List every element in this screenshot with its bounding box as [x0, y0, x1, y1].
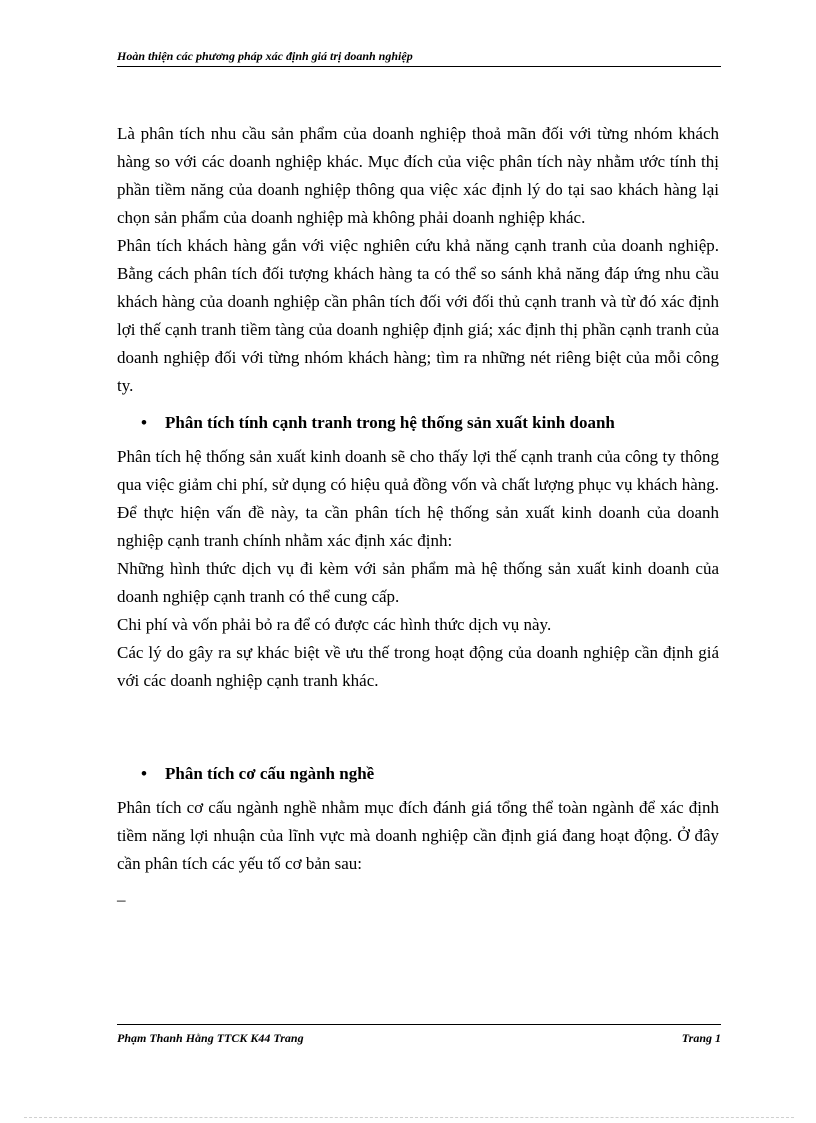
paragraph: Phân tích khách hàng gắn với việc nghiên cứu khả năng cạnh tranh của doanh nghiệp. Bằng cách phân tích đối tượng khách hàng ta có thể so sánh khả năng đáp ứng nhu cầu khách hàng của doanh nghiệp cần phân tích đối với đối thủ cạnh tranh và từ đó xác định lợi thế cạnh tranh tiềm tàng của doanh nghiệp định giá; xác định thị phần cạnh tranh của doanh nghiệp đối với từng nhóm khách hàng; tìm ra những nét riêng biệt của mỗi công ty.	[117, 236, 719, 395]
page-footer	[117, 1024, 721, 1046]
paragraph: Là phân tích nhu cầu sản phẩm của doanh nghiệp thoả mãn đối với từng nhóm khách hàng so với các doanh nghiệp khác. Mục đích của việc phân tích này nhằm ước tính thị phần tiềm năng của doanh nghiệp thông qua việc xác định lý do tại sao khách hàng lại chọn sản phẩm của doanh nghiệp mà không phải doanh nghiệp khác.	[117, 124, 719, 227]
page-edge-divider	[24, 1117, 794, 1118]
bullet-heading-text: Phân tích tính cạnh tranh trong hệ thống sản xuất kinh doanh	[165, 413, 615, 432]
page-number: Trang 1	[681, 1031, 721, 1045]
bullet-icon: •	[141, 764, 147, 783]
document-body	[117, 120, 719, 914]
paragraph: Những hình thức dịch vụ đi kèm với sản phẩm mà hệ thống sản xuất kinh doanh của doanh nghiệp cạnh tranh có thể cung cấp.	[117, 559, 719, 606]
spacer	[117, 695, 719, 751]
dash-item: –	[117, 890, 126, 909]
bullet-heading-text: Phân tích cơ cấu ngành nghề	[165, 764, 375, 783]
bullet-icon: •	[141, 413, 147, 432]
paragraph: Các lý do gây ra sự khác biệt về ưu thế trong hoạt động của doanh nghiệp cần định giá với các doanh nghiệp cạnh tranh khác.	[117, 643, 719, 690]
paragraph: Phân tích cơ cấu ngành nghề nhằm mục đích đánh giá tổng thể toàn ngành để xác định tiềm năng lợi nhuận của lĩnh vực mà doanh nghiệp cần định giá đang hoạt động. Ở đây cần phân tích các yếu tố cơ bản sau:	[117, 798, 719, 873]
footer-author: Phạm Thanh Hằng TTCK K44 Trang	[117, 1031, 304, 1045]
page-header: Hoàn thiện các phương pháp xác định giá trị doanh nghiệp	[117, 48, 721, 67]
paragraph: Chi phí và vốn phải bỏ ra để có được các hình thức dịch vụ này.	[117, 615, 552, 634]
bullet-heading	[117, 409, 719, 437]
paragraph: Phân tích hệ thống sản xuất kinh doanh sẽ cho thấy lợi thế cạnh tranh của công ty thông qua việc giảm chi phí, sử dụng có hiệu quả đồng vốn và chất lượng phục vụ khách hàng. Để thực hiện vấn đề này, ta cần phân tích hệ thống sản xuất kinh doanh của doanh nghiệp cạnh tranh chính nhằm xác định xác định:	[117, 447, 719, 550]
bullet-heading	[117, 760, 719, 788]
